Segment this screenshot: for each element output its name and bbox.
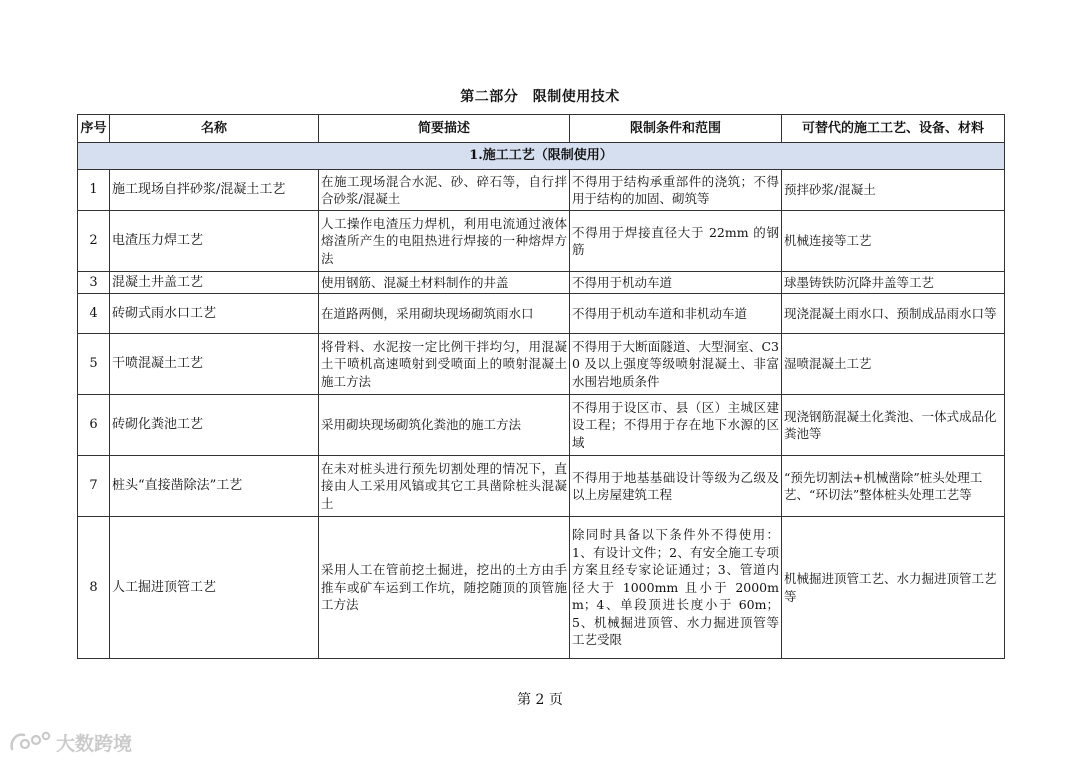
header-limits: 限制条件和范围 xyxy=(570,115,782,143)
table-header-row xyxy=(78,115,1005,143)
row-description: 在施工现场混合水泥、砂、碎石等，自行拌合砂浆/混凝土 xyxy=(319,170,570,211)
watermark-text: 大数跨境 xyxy=(56,732,133,755)
row-limits: 不得用于机动车道 xyxy=(570,272,782,294)
row-description: 人工操作电渣压力焊机，利用电流通过液体熔渣所产生的电阻热进行焊接的一种熔焊方法 xyxy=(319,211,570,272)
table-row xyxy=(78,334,1005,395)
row-alternatives: 湿喷混凝土工艺 xyxy=(782,334,1005,395)
row-num: 3 xyxy=(78,272,110,294)
table-row xyxy=(78,395,1005,456)
header-name: 名称 xyxy=(110,115,319,143)
row-alternatives: 机械掘进顶管工艺、水力掘进顶管工艺等 xyxy=(782,517,1005,659)
table-row xyxy=(78,517,1005,659)
section-row xyxy=(78,143,1005,170)
row-limits: 不得用于设区市、县（区）主城区建设工程；不得用于存在地下水源的区域 xyxy=(570,395,782,456)
row-limits: 不得用于大断面隧道、大型洞室、C30 及以上强度等级喷射混凝土、非富水围岩地质条件 xyxy=(570,334,782,395)
row-description: 将骨料、水泥按一定比例干拌均匀，用混凝土干喷机高速喷射到受喷面上的喷射混凝土施工方法 xyxy=(319,334,570,395)
row-limits: 不得用于结构承重部件的浇筑；不得用于结构的加固、砌筑等 xyxy=(570,170,782,211)
row-description: 采用人工在管前挖土掘进，挖出的土方由手推车或矿车运到工作坑，随挖随顶的顶管施工方法 xyxy=(319,517,570,659)
header-description: 简要描述 xyxy=(319,115,570,143)
row-description: 在道路两侧，采用砌块现场砌筑雨水口 xyxy=(319,294,570,334)
row-name: 人工掘进顶管工艺 xyxy=(110,517,319,659)
row-description: 采用砌块现场砌筑化粪池的施工方法 xyxy=(319,395,570,456)
table-row xyxy=(78,170,1005,211)
row-num: 7 xyxy=(78,456,110,517)
section-title: 1.施工工艺（限制使用） xyxy=(78,143,1005,170)
row-name: 桩头“直接凿除法”工艺 xyxy=(110,456,319,517)
restricted-technology-table xyxy=(77,114,1005,659)
row-alternatives: 现浇混凝土雨水口、预制成品雨水口等 xyxy=(782,294,1005,334)
table-row xyxy=(78,272,1005,294)
header-num: 序号 xyxy=(78,115,110,143)
row-limits: 不得用于机动车道和非机动车道 xyxy=(570,294,782,334)
watermark xyxy=(8,728,132,756)
table-row xyxy=(78,456,1005,517)
row-alternatives: 球墨铸铁防沉降井盖等工艺 xyxy=(782,272,1005,294)
row-name: 干喷混凝土工艺 xyxy=(110,334,319,395)
row-num: 8 xyxy=(78,517,110,659)
row-name: 砖砌化粪池工艺 xyxy=(110,395,319,456)
row-num: 4 xyxy=(78,294,110,334)
row-name: 混凝土井盖工艺 xyxy=(110,272,319,294)
watermark-logo-icon xyxy=(8,729,52,755)
row-alternatives: 预拌砂浆/混凝土 xyxy=(782,170,1005,211)
row-limits: 除同时具备以下条件外不得使用：1、有设计文件；2、有安全施工专项方案且经专家论证通过；3、管道内径大于 1000mm 且小于 2000mm；4、单段顶进长度小于 60m；5、机械掘进顶管、水力掘进顶管等工艺受限 xyxy=(570,517,782,659)
row-num: 1 xyxy=(78,170,110,211)
row-num: 2 xyxy=(78,211,110,272)
page-title: 第二部分 限制使用技术 xyxy=(460,89,620,105)
row-name: 施工现场自拌砂浆/混凝土工艺 xyxy=(110,170,319,211)
table-row xyxy=(78,211,1005,272)
row-alternatives: 现浇钢筋混凝土化粪池、一体式成品化粪池等 xyxy=(782,395,1005,456)
row-description: 使用钢筋、混凝土材料制作的井盖 xyxy=(319,272,570,294)
row-alternatives: 机械连接等工艺 xyxy=(782,211,1005,272)
row-name: 砖砌式雨水口工艺 xyxy=(110,294,319,334)
row-limits: 不得用于地基基础设计等级为乙级及以上房屋建筑工程 xyxy=(570,456,782,517)
row-name: 电渣压力焊工艺 xyxy=(110,211,319,272)
page-number: 第 2 页 xyxy=(517,692,563,708)
row-limits: 不得用于焊接直径大于 22mm 的钢筋 xyxy=(570,211,782,272)
row-num: 5 xyxy=(78,334,110,395)
header-alternatives: 可替代的施工工艺、设备、材料 xyxy=(782,115,1005,143)
row-alternatives: “预先切割法+机械凿除”桩头处理工艺、“环切法”整体桩头处理工艺等 xyxy=(782,456,1005,517)
row-num: 6 xyxy=(78,395,110,456)
row-description: 在未对桩头进行预先切割处理的情况下，直接由人工采用风镐或其它工具凿除桩头混凝土 xyxy=(319,456,570,517)
table-row xyxy=(78,294,1005,334)
